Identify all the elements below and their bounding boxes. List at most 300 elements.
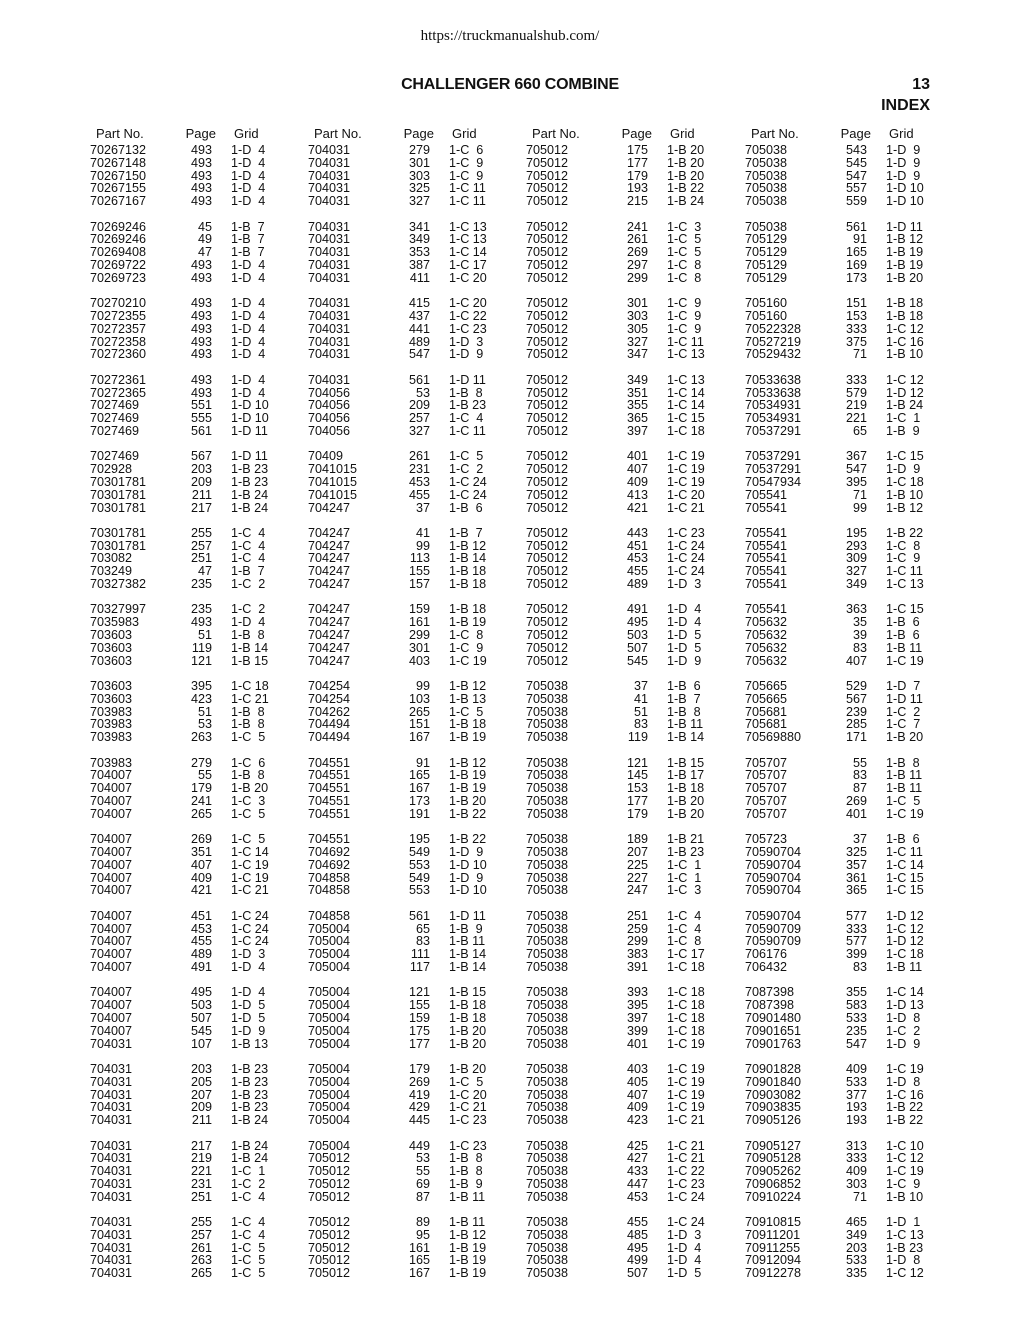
part-number: 705012	[526, 449, 569, 464]
part-number: 705038	[526, 704, 569, 719]
grid-ref: 1-B 23	[231, 1087, 269, 1102]
page-ref: 495	[626, 615, 648, 630]
page-ref: 203	[190, 1061, 212, 1076]
grid-ref: 1-C 24	[231, 921, 269, 936]
table-row	[745, 1063, 941, 1076]
grid-ref: 1-B 22	[449, 832, 487, 847]
page-ref: 393	[626, 985, 648, 1000]
grid-ref: 1-B 15	[449, 985, 487, 1000]
page-ref: 405	[626, 1074, 648, 1089]
part-number: 704551	[308, 768, 351, 783]
grid-ref: 1-C 19	[886, 1164, 924, 1179]
page-ref: 341	[408, 219, 430, 234]
table-row	[745, 425, 941, 438]
grid-ref: 1-C 10	[886, 1138, 924, 1153]
grid-ref: 1-C 19	[886, 806, 924, 821]
page-ref: 263	[190, 1253, 212, 1268]
grid-ref: 1-C 20	[449, 296, 487, 311]
part-number: 703603	[90, 679, 133, 694]
part-number: 704031	[90, 1151, 133, 1166]
part-number: 705632	[745, 628, 788, 643]
grid-ref: 1-B 12	[449, 538, 487, 553]
table-row	[745, 731, 941, 744]
page-ref: 493	[190, 155, 212, 170]
page-title: CHALLENGER 660 COMBINE	[401, 76, 619, 93]
grid-ref: 1-C 18	[667, 1023, 705, 1038]
page-ref: 165	[408, 768, 430, 783]
grid-ref: 1-B 23	[231, 1061, 269, 1076]
table-row	[526, 642, 722, 655]
grid-ref: 1-D 11	[231, 449, 268, 464]
grid-ref: 1-D 8	[886, 1074, 921, 1089]
table-row	[90, 1038, 286, 1051]
page-ref: 349	[626, 372, 648, 387]
part-number: 705012	[526, 308, 569, 323]
grid-ref: 1-B 18	[449, 1010, 487, 1025]
grid-ref: 1-B 14	[449, 959, 487, 974]
page-ref: 547	[845, 1036, 867, 1051]
grid-ref: 1-C 14	[231, 845, 269, 859]
grid-ref: 1-D 10	[449, 883, 487, 898]
grid-ref: 1-D 9	[886, 168, 921, 183]
grid-ref: 1-C 19	[667, 449, 705, 464]
part-number: 704247	[308, 551, 351, 566]
part-number: 705012	[526, 321, 569, 336]
part-number: 705038	[745, 194, 788, 209]
page-ref: 279	[408, 143, 430, 157]
page-ref: 557	[845, 181, 867, 196]
table-row	[308, 731, 504, 744]
table-row	[308, 629, 504, 642]
page-ref: 87	[852, 781, 867, 796]
grid-ref: 1-C 12	[886, 372, 924, 387]
part-number: 705012	[526, 564, 569, 579]
page-ref: 117	[409, 959, 430, 974]
part-number: 704007	[90, 883, 133, 898]
grid-ref: 1-C 14	[449, 245, 487, 260]
part-number: 70590704	[745, 883, 802, 898]
part-number: 705012	[526, 602, 569, 617]
table-row	[90, 1165, 286, 1178]
page-ref: 261	[626, 232, 648, 247]
part-number: 704858	[308, 908, 351, 923]
page-ref: 263	[190, 730, 212, 745]
table-row	[526, 1191, 722, 1204]
grid-ref: 1-B 23	[231, 1100, 269, 1115]
page-ref: 353	[408, 245, 430, 260]
page-ref: 529	[845, 679, 867, 694]
grid-ref: 1-B 20	[449, 1036, 487, 1051]
grid-ref: 1-C 6	[231, 755, 266, 770]
part-number: 70912094	[745, 1253, 802, 1268]
part-number: 705707	[745, 794, 788, 809]
grid-ref: 1-C 6	[449, 143, 484, 157]
page-ref: 413	[626, 487, 648, 502]
table-row	[526, 1178, 722, 1191]
part-number: 705541	[745, 538, 788, 553]
page-ref: 179	[626, 806, 648, 821]
page-ref: 155	[408, 998, 430, 1013]
page-ref: 347	[626, 347, 648, 362]
part-number: 705038	[526, 908, 569, 923]
table-row	[90, 1012, 286, 1025]
page-ref: 177	[626, 794, 648, 809]
part-number: 705012	[526, 615, 569, 630]
page-ref: 99	[415, 679, 430, 694]
table-row	[90, 1267, 286, 1280]
page-ref: 547	[845, 462, 867, 477]
page-ref: 173	[845, 270, 867, 285]
table-row	[90, 795, 286, 808]
table-row	[526, 1025, 722, 1038]
grid-ref: 1-B 9	[449, 1176, 483, 1191]
grid-ref: 1-D 9	[449, 845, 484, 859]
part-number: 7027469	[90, 411, 140, 426]
table-row	[90, 1191, 286, 1204]
page-ref: 403	[408, 653, 430, 668]
part-number: 704031	[90, 1253, 133, 1268]
part-number: 704551	[308, 781, 351, 796]
table-row	[745, 808, 941, 821]
grid-ref: 1-B 22	[886, 1100, 924, 1115]
grid-ref: 1-D 10	[231, 411, 269, 426]
grid-ref: 1-B 14	[449, 947, 487, 962]
part-number: 705012	[526, 168, 569, 183]
column-header-row	[526, 126, 722, 144]
table-row	[745, 884, 941, 897]
grid-ref: 1-D 12	[886, 934, 924, 949]
grid-ref: 1-C 3	[231, 794, 266, 809]
table-row	[308, 1165, 504, 1178]
table-row	[90, 731, 286, 744]
page-ref: 47	[197, 245, 212, 260]
grid-ref: 1-C 3	[667, 883, 702, 898]
page-ref: 507	[626, 640, 648, 655]
page-ref: 333	[845, 921, 867, 936]
part-number: 705632	[745, 653, 788, 668]
page-ref: 193	[626, 181, 648, 196]
part-number: 70910815	[745, 1215, 802, 1230]
part-number: 70529432	[745, 347, 802, 362]
part-number: 704858	[308, 883, 351, 898]
part-no-header: Part No.	[751, 126, 799, 141]
part-number: 704247	[308, 525, 351, 540]
part-number: 704247	[308, 628, 351, 643]
grid-ref: 1-C 24	[449, 474, 487, 489]
page-ref: 365	[626, 411, 648, 426]
grid-ref: 1-B 18	[449, 717, 487, 732]
part-number: 705129	[745, 257, 788, 272]
part-number: 704031	[90, 1227, 133, 1242]
table-row	[90, 1025, 286, 1038]
table-row	[526, 1038, 722, 1051]
part-number: 705004	[308, 998, 351, 1013]
grid-ref: 1-B 20	[667, 168, 705, 183]
grid-ref: 1-C 12	[886, 321, 924, 336]
part-number: 70590709	[745, 934, 802, 949]
table-row	[526, 463, 722, 476]
page-ref: 333	[845, 321, 867, 336]
page-ref: 351	[190, 845, 212, 859]
part-number: 705012	[308, 1151, 351, 1166]
page-ref: 257	[190, 1227, 212, 1242]
part-number: 705038	[526, 781, 569, 796]
part-number: 704551	[308, 794, 351, 809]
page-ref: 71	[852, 347, 867, 362]
page-ref: 269	[845, 794, 867, 809]
grid-ref: 1-C 9	[886, 1176, 921, 1191]
part-number: 705012	[526, 462, 569, 477]
grid-ref: 1-C 24	[667, 538, 705, 553]
page-ref: 415	[408, 296, 430, 311]
grid-ref: 1-D 12	[886, 908, 924, 923]
part-number: 7041015	[308, 474, 358, 489]
page-ref: 221	[845, 411, 867, 426]
table-row	[308, 195, 504, 208]
part-number: 705004	[308, 1036, 351, 1051]
table-row	[526, 310, 722, 323]
page-ref: 173	[408, 794, 430, 809]
page-ref: 41	[633, 691, 648, 706]
grid-ref: 1-D 4	[231, 155, 266, 170]
table-row	[745, 629, 941, 642]
part-number: 705038	[526, 845, 569, 859]
page-ref: 451	[190, 908, 212, 923]
part-number: 705012	[526, 155, 569, 170]
group-spacer	[745, 361, 941, 374]
column-header-row	[745, 126, 941, 144]
table-row	[526, 195, 722, 208]
page-ref: 235	[190, 577, 212, 592]
page-ref: 561	[408, 908, 430, 923]
grid-ref: 1-B 6	[667, 679, 701, 694]
grid-ref: 1-B 11	[449, 1189, 486, 1204]
page-ref: 333	[845, 372, 867, 387]
page-ref: 407	[845, 653, 867, 668]
part-number: 704007	[90, 870, 133, 885]
grid-ref: 1-B 7	[449, 525, 483, 540]
page-ref: 95	[415, 1227, 430, 1242]
part-number: 70327382	[90, 577, 147, 592]
part-number: 70301781	[90, 487, 147, 502]
table-row	[308, 1216, 504, 1229]
part-number: 705665	[745, 679, 788, 694]
page-ref: 297	[626, 257, 648, 272]
part-number: 705038	[526, 1010, 569, 1025]
grid-ref: 1-B 8	[449, 385, 483, 400]
part-number: 70905262	[745, 1164, 802, 1179]
page-ref: 485	[626, 1227, 648, 1242]
part-number: 703983	[90, 717, 133, 732]
grid-ref: 1-B 19	[449, 1240, 487, 1255]
page-ref: 301	[626, 296, 648, 311]
part-number: 7027469	[90, 398, 140, 413]
part-number: 70569880	[745, 730, 802, 745]
page-ref: 387	[408, 257, 430, 272]
table-row	[745, 693, 941, 706]
part-number: 70534931	[745, 398, 802, 413]
grid-ref: 1-B 18	[667, 781, 705, 796]
grid-ref: 1-C 2	[886, 704, 921, 719]
part-number: 705004	[308, 1100, 351, 1115]
table-row	[745, 1025, 941, 1038]
table-row	[745, 502, 941, 515]
part-number: 705012	[526, 487, 569, 502]
page-ref: 145	[626, 768, 648, 783]
grid-ref: 1-B 20	[231, 781, 269, 796]
grid-ref: 1-B 8	[449, 1164, 483, 1179]
part-number: 705012	[308, 1176, 351, 1191]
table-row	[526, 1063, 722, 1076]
page-ref: 303	[845, 1176, 867, 1191]
page-ref: 155	[408, 564, 430, 579]
table-row	[308, 642, 504, 655]
table-row	[308, 157, 504, 170]
table-row	[90, 374, 286, 387]
page-ref: 449	[408, 1138, 430, 1153]
part-number: 704007	[90, 947, 133, 962]
part-number: 70590704	[745, 870, 802, 885]
grid-ref: 1-D 3	[667, 577, 702, 592]
page-ref: 549	[408, 870, 430, 885]
page-ref: 443	[626, 525, 648, 540]
part-number: 705038	[745, 143, 788, 157]
part-number: 70590704	[745, 845, 802, 859]
part-number: 70901651	[745, 1023, 802, 1038]
page-ref: 553	[408, 857, 430, 872]
table-row	[90, 348, 286, 361]
grid-ref: 1-B 8	[449, 1151, 483, 1166]
part-number: 704007	[90, 781, 133, 796]
page-ref: 99	[852, 500, 867, 515]
page-ref: 153	[626, 781, 648, 796]
grid-ref: 1-C 23	[449, 321, 487, 336]
group-spacer	[745, 744, 941, 757]
page-ref: 227	[626, 870, 648, 885]
grid-ref: 1-B 8	[231, 704, 265, 719]
page-ref: 69	[415, 1176, 430, 1191]
part-number: 70537291	[745, 423, 802, 438]
part-number: 70270210	[90, 296, 147, 311]
page-ref: 375	[845, 334, 867, 349]
grid-ref: 1-C 12	[886, 921, 924, 936]
grid-ref: 1-C 15	[886, 602, 924, 617]
grid-ref: 1-C 9	[449, 168, 484, 183]
group-spacer	[90, 208, 286, 221]
page-ref: 167	[408, 1266, 430, 1281]
part-number: 705541	[745, 602, 788, 617]
table-row	[308, 1038, 504, 1051]
part-number: 70272358	[90, 334, 147, 349]
grid-ref: 1-C 24	[231, 908, 269, 923]
grid-ref: 1-B 20	[667, 794, 705, 809]
page-ref: 553	[408, 883, 430, 898]
part-number: 705004	[308, 1138, 351, 1153]
grid-ref: 1-C 8	[667, 257, 702, 272]
part-number: 705038	[526, 794, 569, 809]
page-ref: 441	[408, 321, 430, 336]
grid-ref: 1-B 23	[231, 474, 269, 489]
grid-ref: 1-C 9	[886, 551, 921, 566]
grid-ref: 1-D 13	[886, 998, 924, 1013]
part-number: 705038	[526, 1036, 569, 1051]
table-row	[526, 884, 722, 897]
group-spacer	[526, 897, 722, 910]
part-number: 70547934	[745, 474, 802, 489]
part-number: 704692	[308, 857, 351, 872]
part-number: 704056	[308, 423, 351, 438]
grid-ref: 1-D 7	[886, 679, 921, 694]
part-number: 704247	[308, 564, 351, 579]
page-ref: 433	[626, 1164, 648, 1179]
page-ref: 451	[626, 538, 648, 553]
part-number: 705707	[745, 768, 788, 783]
grid-ref: 1-D 9	[667, 653, 702, 668]
grid-ref: 1-C 15	[886, 449, 924, 464]
part-number: 705038	[526, 934, 569, 949]
table-row	[90, 463, 286, 476]
part-number: 70534931	[745, 411, 802, 426]
table-row	[526, 629, 722, 642]
part-number: 705012	[526, 257, 569, 272]
part-number: 705012	[526, 143, 569, 157]
page-ref: 327	[845, 564, 867, 579]
table-row	[745, 846, 941, 859]
page-ref: 251	[626, 908, 648, 923]
page-ref: 349	[845, 1227, 867, 1242]
group-spacer	[526, 361, 722, 374]
grid-ref: 1-B 19	[449, 768, 487, 783]
part-number: 7027469	[90, 449, 140, 464]
grid-ref: 1-B 7	[667, 691, 701, 706]
part-number: 70269408	[90, 245, 147, 260]
page-ref: 47	[197, 564, 212, 579]
table-row	[308, 412, 504, 425]
part-number: 704254	[308, 679, 351, 694]
table-row	[308, 1178, 504, 1191]
grid-ref: 1-C 19	[667, 462, 705, 477]
part-number: 705012	[526, 219, 569, 234]
grid-ref: 1-B 19	[449, 615, 487, 630]
grid-ref: 1-C 24	[449, 487, 487, 502]
table-row	[308, 310, 504, 323]
grid-ref: 1-B 14	[667, 730, 705, 745]
part-number: 70912278	[745, 1266, 802, 1281]
part-number: 705541	[745, 551, 788, 566]
part-number: 70269723	[90, 270, 147, 285]
table-row	[308, 655, 504, 668]
page-ref: 279	[190, 755, 212, 770]
part-number: 705012	[308, 1227, 351, 1242]
part-number: 70905127	[745, 1138, 802, 1153]
part-number: 704007	[90, 921, 133, 936]
part-number: 705004	[308, 1074, 351, 1089]
part-number: 705038	[526, 1023, 569, 1038]
page-ref: 507	[190, 1010, 212, 1025]
part-number: 705012	[526, 181, 569, 196]
table-row	[308, 961, 504, 974]
table-row	[526, 502, 722, 515]
part-number: 705012	[308, 1164, 351, 1179]
page-ref: 503	[626, 628, 648, 643]
grid-ref: 1-C 7	[886, 717, 921, 732]
grid-ref: 1-D 10	[886, 194, 924, 209]
table-row	[308, 463, 504, 476]
part-number: 705038	[526, 1266, 569, 1281]
part-number: 705038	[526, 768, 569, 783]
part-number: 705012	[308, 1240, 351, 1255]
grid-ref: 1-B 11	[886, 959, 923, 974]
